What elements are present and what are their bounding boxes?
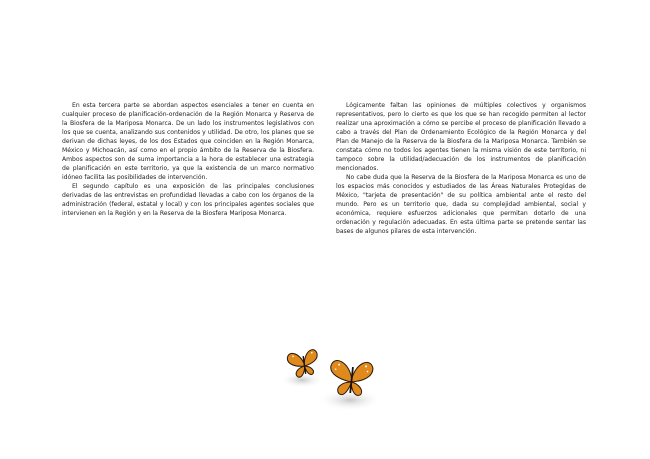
monarch-butterflies-icon [280,340,390,420]
right-text-column [336,101,586,236]
left-paragraph-2: El segundo capítulo es una exposición de las principales conclusiones derivadas de las entrevistas en profundidad llevadas a cabo con los órganos de la administración (federal, estatal y local) y con los principales agentes sociales que intervienen en la Región y en la Reserva de la Biosfera Mariposa Monarca. [62,183,314,217]
left-text-column [62,101,314,218]
right-paragraph-1: Lógicamente faltan las opiniones de múltiples colectivos y organismos representativos, pero lo cierto es que los que se han recogido permiten al lector realizar una aproximación a cómo se percibe el proceso de planificación llevado a cabo a través del Plan de Ordenamiento Ecológico de la Región Monarca y del Plan de Manejo de la Reserva de la Biosfera de la Mariposa Monarca. También se constata cómo no todos los agentes tienen la misma visión de este territorio, ni tampoco sobre la utilidad/adecuación de los instrumentos de planificación mencionados. [336,102,586,172]
right-paragraph-2: No cabe duda que la Reserva de la Biosfera de la Mariposa Monarca es uno de los espacios más conocidos y estudiados de las Áreas Naturales Protegidas de México, "tarjeta de presentación" de su política ambiental ante el resto del mundo. Pero es un territorio que, dada su complejidad ambiental, social y económica, requiere esfuerzos adicionales que permitan dotarlo de una ordenación y regulación adecuadas. En esta última parte se pretende sentar las bases de algunos pilares de esta intervención. [336,174,586,235]
left-paragraph-1: En esta tercera parte se abordan aspectos esenciales a tener en cuenta en cualquier proceso de planificación-ordenación de la Región Monarca y Reserva de la Biosfera de la Mariposa Monarca. De un lado los instrumentos legislativos con los que se cuenta, analizando sus contenidos y utilidad. De otro, los planes que se derivan de dichas leyes, de los dos Estados que coinciden en la Región Monarca, México y Michoacán, así como en el propio ámbito de la Reserva de la Biosfera. Ambos aspectos son de suma importancia a la hora de establecer una estrategia de planificación en este territorio, ya que la existencia de un marco normativo idóneo facilita las posibilidades de intervención. [62,102,314,181]
